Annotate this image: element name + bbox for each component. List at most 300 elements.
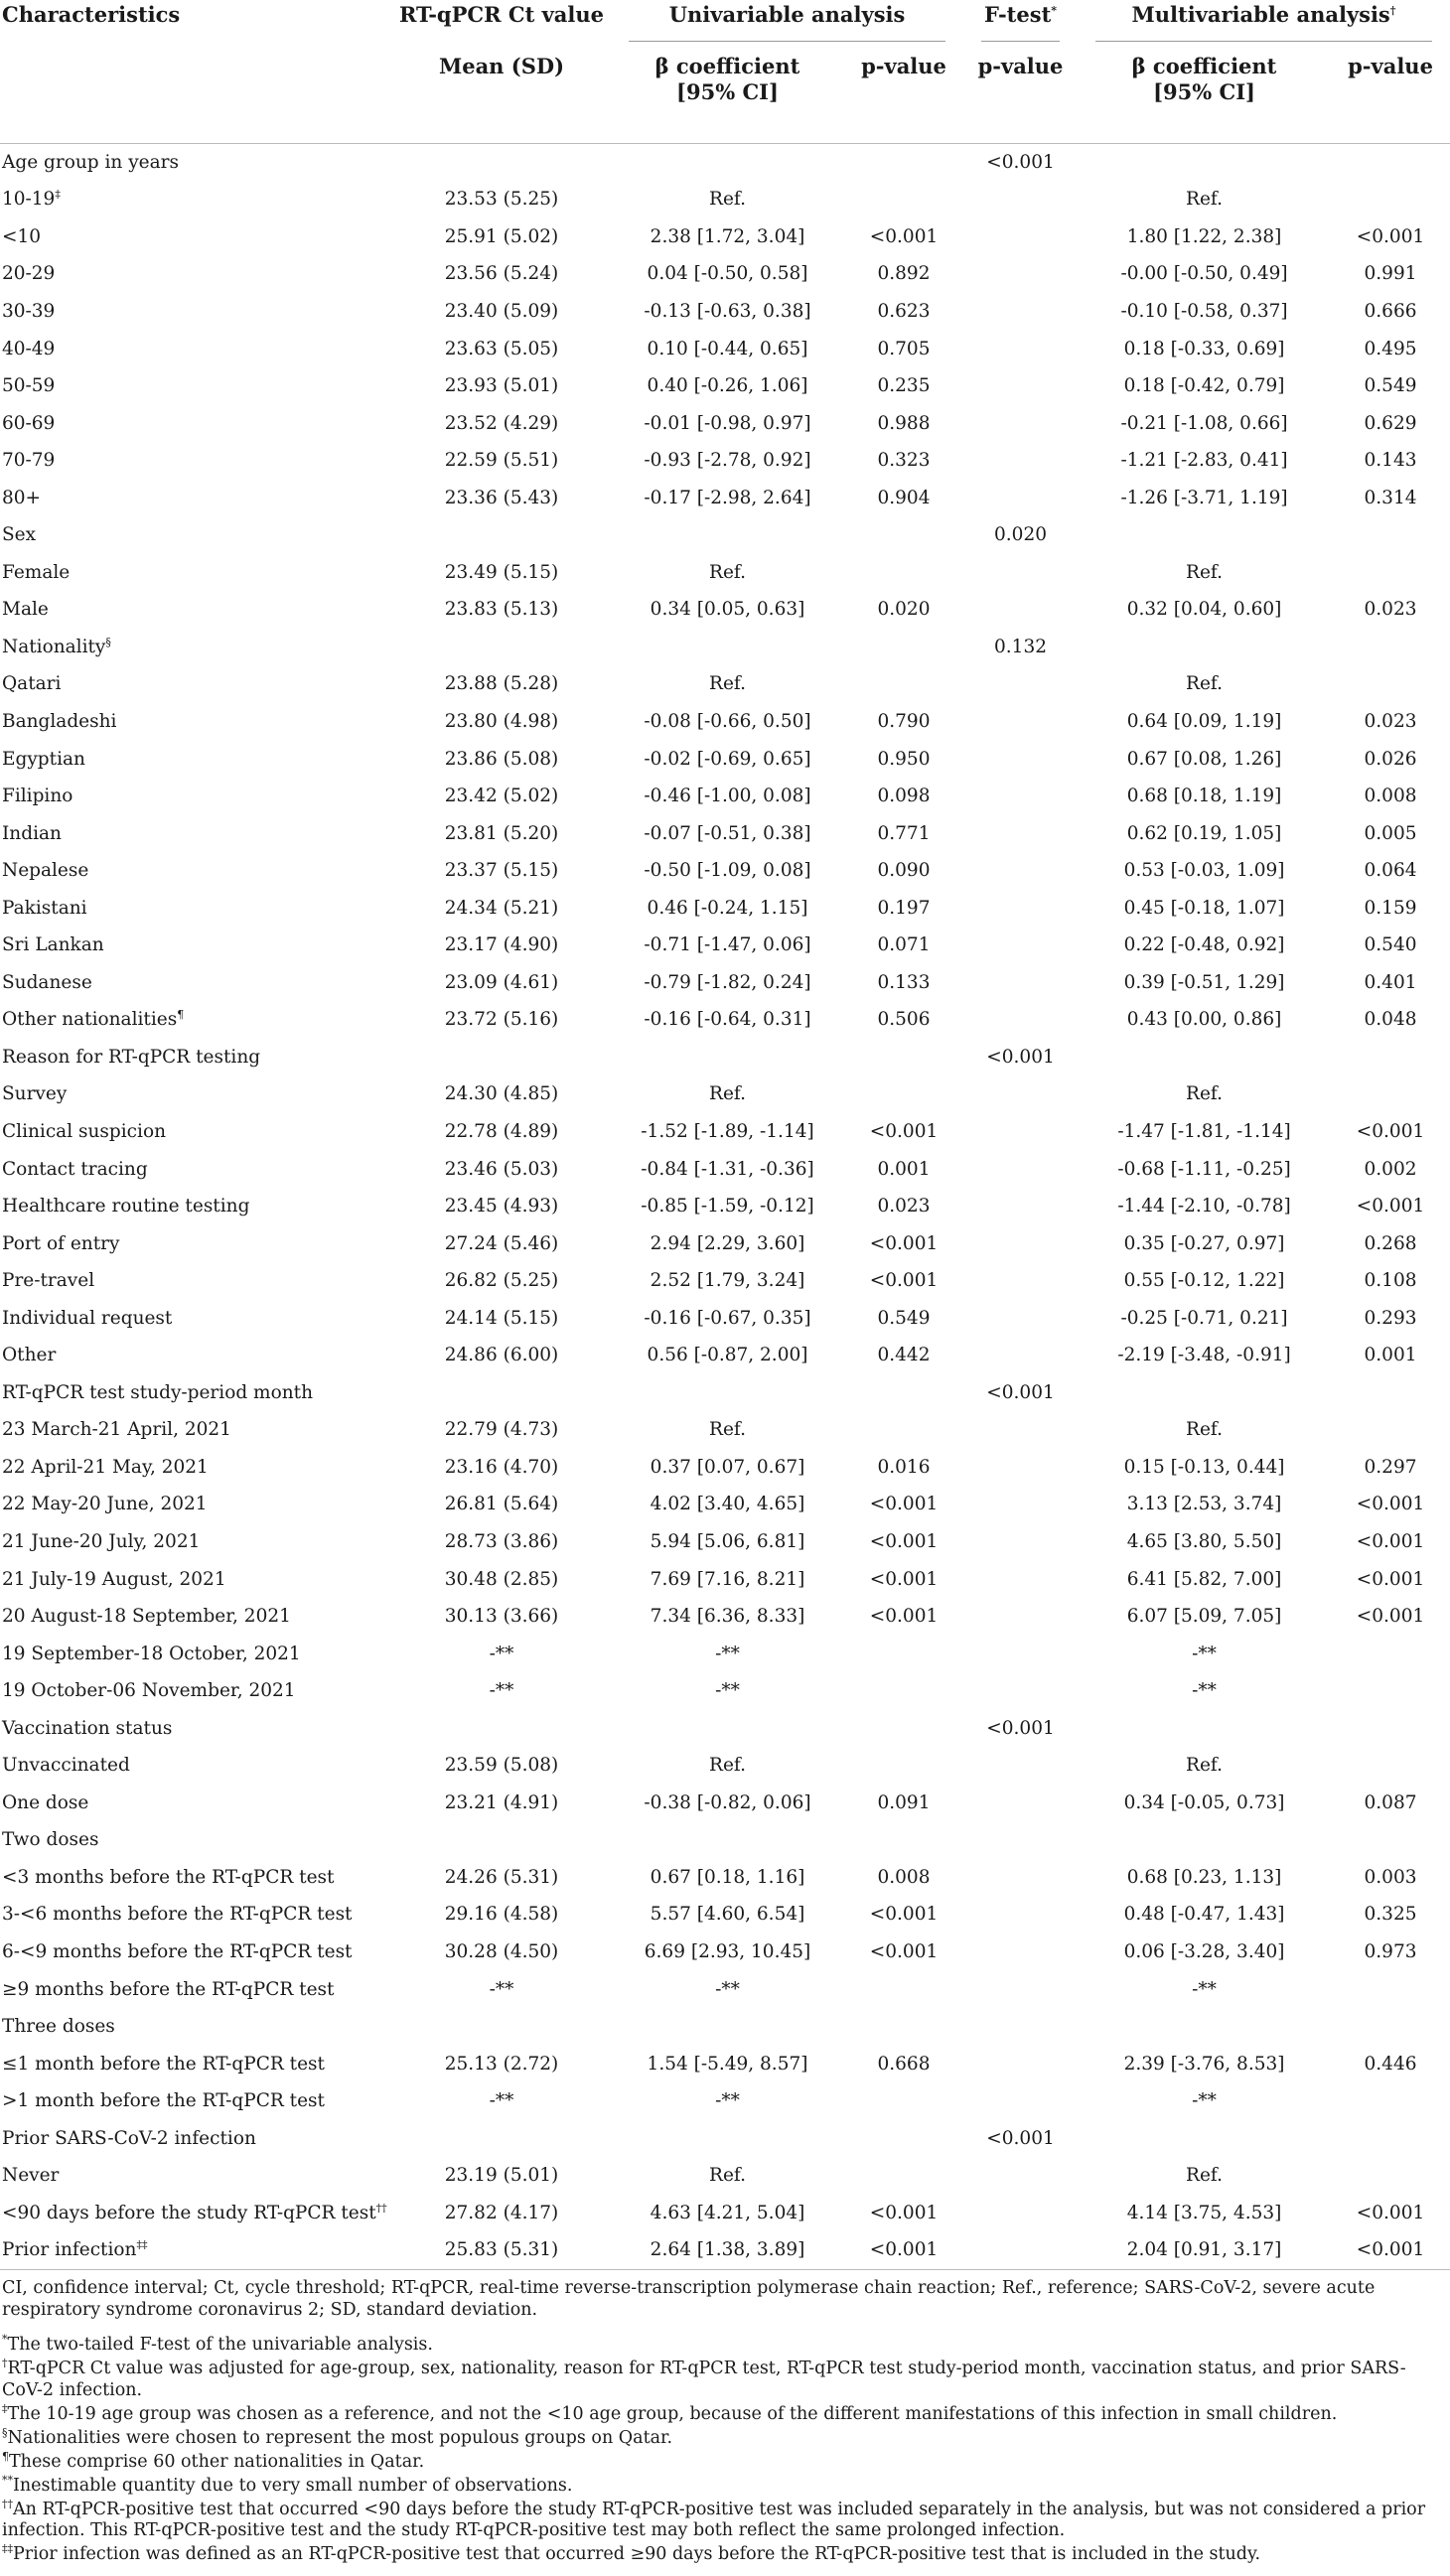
cell-pvalue-multivariable-text: 0.495	[1364, 338, 1417, 359]
cell-beta-multivariable	[1078, 703, 1331, 741]
cell-pvalue-multivariable	[1331, 144, 1450, 182]
table-row	[0, 405, 1450, 443]
row-label	[0, 480, 392, 517]
cell-beta-multivariable	[1078, 1636, 1331, 1673]
cell-pvalue-univariable	[844, 1262, 963, 1300]
cell-mean-sd-text: 23.19 (5.01)	[444, 2165, 559, 2187]
row-label-text: Clinical suspicion	[2, 1120, 167, 1142]
cell-beta-univariable	[611, 367, 844, 405]
cell-pvalue-multivariable	[1331, 554, 1450, 592]
row-label-text: <10	[2, 225, 42, 247]
cell-beta-multivariable-text: 0.55 [-0.12, 1.22]	[1123, 1270, 1285, 1292]
cell-beta-univariable-text: -0.16 [-0.67, 0.35]	[644, 1307, 811, 1329]
row-label	[0, 1225, 392, 1263]
cell-mean-sd	[392, 1672, 611, 1710]
cell-ftest-pvalue	[963, 964, 1078, 1002]
cell-pvalue-multivariable-text: 0.023	[1364, 710, 1417, 732]
table-row	[0, 778, 1450, 815]
cell-mean-sd	[392, 666, 611, 704]
cell-pvalue-univariable-text: <0.001	[869, 1232, 939, 1254]
cell-beta-univariable	[611, 554, 844, 592]
footnote-mark: †	[2, 2357, 8, 2370]
cell-mean-sd-text: 23.45 (4.93)	[444, 1196, 559, 1217]
cell-pvalue-univariable	[844, 182, 963, 219]
cell-beta-multivariable	[1078, 852, 1331, 890]
cell-mean-sd	[392, 1113, 611, 1151]
cell-pvalue-univariable-text: <0.001	[869, 1941, 939, 1963]
row-label-footnote-mark: ††	[375, 2201, 387, 2215]
cell-beta-univariable-text: 0.56 [-0.87, 2.00]	[647, 1345, 808, 1366]
footnote-mark: ¶	[2, 2449, 9, 2463]
cell-pvalue-multivariable-text: <0.001	[1356, 1196, 1425, 1217]
cell-beta-multivariable	[1078, 1897, 1331, 1934]
cell-beta-multivariable	[1078, 815, 1331, 853]
cell-pvalue-univariable-text: <0.001	[869, 1531, 939, 1552]
cell-pvalue-multivariable	[1331, 1262, 1450, 1300]
cell-beta-multivariable	[1078, 629, 1331, 666]
cell-pvalue-univariable	[844, 405, 963, 443]
cell-beta-multivariable	[1078, 927, 1331, 964]
row-label	[0, 1188, 392, 1225]
cell-beta-multivariable-text: -0.21 [-1.08, 0.66]	[1120, 412, 1288, 434]
cell-beta-univariable-text: 0.67 [0.18, 1.16]	[650, 1866, 805, 1888]
cell-pvalue-univariable	[844, 218, 963, 256]
cell-mean-sd	[392, 2158, 611, 2196]
table-row	[0, 480, 1450, 517]
cell-beta-univariable-text: 4.63 [4.21, 5.04]	[650, 2202, 805, 2223]
cell-mean-sd-text: 23.80 (4.98)	[444, 710, 559, 732]
cell-ftest-pvalue	[963, 2082, 1078, 2120]
table-row	[0, 182, 1450, 219]
cell-mean-sd	[392, 2120, 611, 2158]
table-row	[0, 1262, 1450, 1300]
cell-pvalue-multivariable	[1331, 182, 1450, 219]
cell-beta-univariable	[611, 2008, 844, 2046]
cell-pvalue-multivariable-text: 0.446	[1364, 2053, 1417, 2075]
cell-pvalue-multivariable	[1331, 480, 1450, 517]
cell-beta-univariable-text: -**	[715, 1643, 740, 1664]
cell-pvalue-multivariable-text: 0.087	[1364, 1791, 1417, 1813]
cell-ftest-pvalue	[963, 1971, 1078, 2009]
cell-beta-univariable	[611, 516, 844, 554]
cell-beta-univariable	[611, 592, 844, 630]
row-label-text: Port of entry	[2, 1232, 120, 1254]
footnote	[2, 2449, 1442, 2474]
row-label-text: Filipino	[2, 786, 73, 807]
table-row	[0, 2232, 1450, 2270]
cell-pvalue-univariable	[844, 256, 963, 294]
footnote-text: These comprise 60 other nationalities in Qatar.	[9, 2451, 425, 2472]
cell-beta-univariable	[611, 1636, 844, 1673]
cell-ftest-pvalue	[963, 1487, 1078, 1524]
cell-mean-sd-text: 23.21 (4.91)	[444, 1791, 559, 1813]
cell-ftest-pvalue	[963, 741, 1078, 779]
cell-beta-multivariable	[1078, 1449, 1331, 1487]
header-ftest	[963, 0, 1078, 42]
cell-beta-multivariable-text: 4.65 [3.80, 5.50]	[1126, 1531, 1282, 1552]
cell-pvalue-multivariable	[1331, 1449, 1450, 1487]
row-label	[0, 331, 392, 368]
table-row	[0, 1002, 1450, 1040]
row-label-text: Pre-travel	[2, 1270, 95, 1292]
cell-pvalue-multivariable-text: 0.002	[1364, 1158, 1417, 1180]
cell-ftest-pvalue-text: <0.001	[986, 1717, 1055, 1739]
cell-pvalue-univariable	[844, 1300, 963, 1338]
cell-beta-multivariable	[1078, 1822, 1331, 1860]
cell-beta-univariable	[611, 1151, 844, 1189]
cell-mean-sd-text: 27.82 (4.17)	[444, 2202, 559, 2223]
footnote-text: RT-qPCR Ct value was adjusted for age-group, sex, nationality, reason for RT-qPCR test, RT-qPCR test study-period month, vaccination status, and prior SARS-CoV-2 infection.	[2, 2359, 1406, 2400]
cell-ftest-pvalue	[963, 1785, 1078, 1822]
cell-mean-sd-text: 23.46 (5.03)	[444, 1158, 559, 1180]
cell-mean-sd-text: 23.56 (5.24)	[444, 263, 559, 285]
cell-beta-multivariable	[1078, 1561, 1331, 1599]
cell-beta-univariable	[611, 2232, 844, 2270]
header-univariable: Univariable analysis	[611, 0, 963, 42]
row-label-text: Prior infection	[2, 2239, 137, 2261]
row-label	[0, 1933, 392, 1971]
header-pvalue-uni: p-value	[844, 42, 963, 144]
cell-beta-multivariable-text: 0.34 [-0.05, 0.73]	[1123, 1791, 1285, 1813]
cell-beta-multivariable	[1078, 1151, 1331, 1189]
cell-pvalue-multivariable	[1331, 629, 1450, 666]
cell-ftest-pvalue	[963, 1449, 1078, 1487]
cell-pvalue-univariable-text: 0.098	[877, 786, 931, 807]
cell-pvalue-univariable	[844, 1748, 963, 1786]
cell-beta-univariable-text: -0.08 [-0.66, 0.50]	[644, 710, 811, 732]
cell-pvalue-univariable	[844, 1933, 963, 1971]
cell-pvalue-univariable	[844, 1374, 963, 1412]
cell-pvalue-univariable	[844, 1449, 963, 1487]
row-label-text: Egyptian	[2, 748, 85, 770]
cell-beta-univariable	[611, 182, 844, 219]
cell-beta-univariable	[611, 741, 844, 779]
footnote-text: Nationalities were chosen to represent the most populous groups on Qatar.	[7, 2427, 673, 2448]
cell-pvalue-multivariable	[1331, 331, 1450, 368]
cell-beta-univariable	[611, 442, 844, 480]
cell-mean-sd	[392, 629, 611, 666]
cell-mean-sd	[392, 890, 611, 928]
footnote-mark: **	[2, 2473, 13, 2487]
cell-ftest-pvalue	[963, 629, 1078, 666]
row-label-text: Never	[2, 2165, 60, 2187]
table-row	[0, 1412, 1450, 1450]
cell-beta-multivariable-text: Ref.	[1186, 2165, 1223, 2187]
cell-beta-univariable	[611, 1971, 844, 2009]
cell-pvalue-univariable	[844, 1225, 963, 1263]
cell-pvalue-univariable	[844, 1598, 963, 1636]
cell-beta-multivariable-text: -0.25 [-0.71, 0.21]	[1120, 1307, 1288, 1329]
row-label	[0, 516, 392, 554]
cell-pvalue-multivariable	[1331, 218, 1450, 256]
cell-beta-univariable-text: Ref.	[709, 1755, 746, 1777]
cell-pvalue-multivariable	[1331, 1897, 1450, 1934]
header-pvalue-ftest: p-value	[963, 42, 1078, 144]
cell-pvalue-multivariable-text: 0.629	[1364, 412, 1417, 434]
cell-pvalue-multivariable	[1331, 1338, 1450, 1375]
row-label-footnote-mark: §	[105, 635, 111, 648]
table-row	[0, 1449, 1450, 1487]
header-row-columns	[0, 42, 1450, 144]
cell-beta-multivariable-text: 0.48 [-0.47, 1.43]	[1123, 1904, 1285, 1926]
cell-mean-sd	[392, 815, 611, 853]
cell-ftest-pvalue	[963, 1113, 1078, 1151]
cell-mean-sd-text: 25.91 (5.02)	[444, 225, 559, 247]
cell-beta-univariable	[611, 927, 844, 964]
cell-mean-sd-text: -**	[489, 1978, 514, 2000]
cell-mean-sd	[392, 964, 611, 1002]
cell-pvalue-univariable	[844, 2046, 963, 2083]
cell-pvalue-multivariable	[1331, 442, 1450, 480]
cell-pvalue-univariable-text: 0.506	[877, 1009, 931, 1031]
cell-beta-univariable	[611, 1188, 844, 1225]
cell-beta-univariable-text: -**	[715, 1978, 740, 2000]
cell-beta-multivariable-text: 2.04 [0.91, 3.17]	[1126, 2239, 1282, 2261]
cell-ftest-pvalue	[963, 1412, 1078, 1450]
cell-pvalue-univariable	[844, 2008, 963, 2046]
cell-mean-sd-text: 26.82 (5.25)	[444, 1270, 559, 1292]
cell-beta-univariable	[611, 1710, 844, 1748]
cell-beta-univariable-text: Ref.	[709, 189, 746, 211]
cell-ftest-pvalue	[963, 1262, 1078, 1300]
row-label-text: 22 May-20 June, 2021	[2, 1494, 208, 1515]
cell-pvalue-univariable	[844, 2158, 963, 2196]
cell-mean-sd-text: 23.52 (4.29)	[444, 412, 559, 434]
cell-pvalue-multivariable	[1331, 2120, 1450, 2158]
cell-beta-multivariable	[1078, 741, 1331, 779]
cell-ftest-pvalue	[963, 480, 1078, 517]
cell-pvalue-multivariable	[1331, 1710, 1450, 1748]
cell-pvalue-multivariable-text: 0.293	[1364, 1307, 1417, 1329]
cell-mean-sd-text: 24.86 (6.00)	[444, 1345, 559, 1366]
footnote-text: The 10-19 age group was chosen as a reference, and not the <10 age group, because of the different manifestations of this infection in small children.	[7, 2403, 1338, 2424]
cell-beta-multivariable	[1078, 1933, 1331, 1971]
cell-beta-univariable	[611, 1002, 844, 1040]
footnote-mark: ‡‡	[2, 2542, 13, 2556]
row-label	[0, 1785, 392, 1822]
cell-pvalue-multivariable	[1331, 1076, 1450, 1114]
table-row	[0, 1710, 1450, 1748]
cell-mean-sd	[392, 182, 611, 219]
cell-pvalue-multivariable-text: 0.325	[1364, 1904, 1417, 1926]
table-row	[0, 890, 1450, 928]
table-row	[0, 1748, 1450, 1786]
cell-beta-univariable	[611, 1225, 844, 1263]
cell-pvalue-multivariable	[1331, 1412, 1450, 1450]
footnote-text: The two-tailed F-test of the univariable analysis.	[7, 2335, 433, 2356]
cell-pvalue-multivariable	[1331, 367, 1450, 405]
cell-mean-sd-text: 27.24 (5.46)	[444, 1232, 559, 1254]
cell-beta-multivariable-text: -**	[1192, 1680, 1217, 1702]
row-label-text: Reason for RT-qPCR testing	[2, 1046, 261, 1068]
cell-pvalue-univariable	[844, 367, 963, 405]
cell-mean-sd-text: 28.73 (3.86)	[444, 1531, 559, 1552]
cell-beta-multivariable	[1078, 1710, 1331, 1748]
cell-beta-multivariable-text: Ref.	[1186, 1083, 1223, 1105]
cell-beta-univariable	[611, 1897, 844, 1934]
cell-pvalue-univariable	[844, 741, 963, 779]
table-row	[0, 367, 1450, 405]
cell-pvalue-multivariable	[1331, 1374, 1450, 1412]
cell-mean-sd	[392, 293, 611, 331]
cell-pvalue-univariable	[844, 1971, 963, 2009]
cell-beta-multivariable-text: 0.06 [-3.28, 3.40]	[1123, 1941, 1285, 1963]
cell-beta-univariable-text: Ref.	[709, 561, 746, 583]
cell-beta-multivariable	[1078, 516, 1331, 554]
cell-pvalue-multivariable	[1331, 1225, 1450, 1263]
cell-beta-multivariable	[1078, 1859, 1331, 1897]
cell-pvalue-univariable-text: 0.008	[877, 1866, 931, 1888]
cell-beta-multivariable-text: -0.00 [-0.50, 0.49]	[1120, 263, 1288, 285]
cell-beta-multivariable-text: 6.07 [5.09, 7.05]	[1126, 1606, 1282, 1628]
cell-beta-multivariable	[1078, 182, 1331, 219]
row-label	[0, 2120, 392, 2158]
table-row	[0, 1859, 1450, 1897]
table-row	[0, 218, 1450, 256]
cell-beta-multivariable	[1078, 367, 1331, 405]
table-row	[0, 2046, 1450, 2083]
cell-pvalue-univariable-text: <0.001	[869, 1494, 939, 1515]
cell-beta-univariable	[611, 703, 844, 741]
footnote-mark: ‡	[2, 2401, 8, 2415]
row-label-text: <3 months before the RT-qPCR test	[2, 1866, 335, 1888]
cell-pvalue-multivariable-text: 0.026	[1364, 748, 1417, 770]
row-label	[0, 1523, 392, 1561]
table-row	[0, 1523, 1450, 1561]
row-label	[0, 1113, 392, 1151]
cell-beta-univariable-text: -0.13 [-0.63, 0.38]	[644, 300, 811, 322]
cell-beta-univariable-text: 0.46 [-0.24, 1.15]	[647, 897, 808, 919]
cell-beta-multivariable-text: 1.80 [1.22, 2.38]	[1126, 225, 1282, 247]
cell-pvalue-univariable-text: <0.001	[869, 225, 939, 247]
row-label	[0, 964, 392, 1002]
cell-ftest-pvalue	[963, 554, 1078, 592]
row-label-text: 70-79	[2, 450, 56, 472]
cell-pvalue-univariable	[844, 1710, 963, 1748]
cell-ftest-pvalue	[963, 2232, 1078, 2270]
row-label-text: Indian	[2, 822, 62, 844]
cell-ftest-pvalue	[963, 1338, 1078, 1375]
table-row	[0, 144, 1450, 182]
cell-mean-sd	[392, 367, 611, 405]
cell-ftest-pvalue	[963, 1748, 1078, 1786]
cell-beta-multivariable	[1078, 1487, 1331, 1524]
cell-beta-univariable	[611, 1374, 844, 1412]
cell-beta-multivariable-text: 0.68 [0.23, 1.13]	[1126, 1866, 1282, 1888]
cell-pvalue-multivariable-text: 0.666	[1364, 300, 1417, 322]
cell-pvalue-multivariable-text: 0.003	[1364, 1866, 1417, 1888]
cell-beta-univariable-text: 1.54 [-5.49, 8.57]	[647, 2053, 808, 2075]
cell-beta-multivariable-text: Ref.	[1186, 561, 1223, 583]
table-row	[0, 1188, 1450, 1225]
cell-beta-multivariable	[1078, 405, 1331, 443]
cell-pvalue-multivariable	[1331, 1971, 1450, 2009]
cell-beta-multivariable	[1078, 2195, 1331, 2232]
cell-beta-univariable	[611, 1338, 844, 1375]
header-row-groups	[0, 0, 1450, 42]
cell-pvalue-univariable	[844, 815, 963, 853]
cell-pvalue-univariable	[844, 1113, 963, 1151]
row-label	[0, 629, 392, 666]
row-label	[0, 1002, 392, 1040]
cell-beta-multivariable-text: 0.18 [-0.42, 0.79]	[1123, 375, 1285, 397]
cell-beta-multivariable-text: Ref.	[1186, 1755, 1223, 1777]
cell-mean-sd	[392, 1933, 611, 1971]
cell-pvalue-univariable	[844, 480, 963, 517]
cell-pvalue-multivariable-text: <0.001	[1356, 1568, 1425, 1590]
cell-beta-multivariable	[1078, 2232, 1331, 2270]
cell-mean-sd-text: 23.93 (5.01)	[444, 375, 559, 397]
cell-pvalue-univariable	[844, 1002, 963, 1040]
cell-mean-sd	[392, 2046, 611, 2083]
cell-ftest-pvalue	[963, 703, 1078, 741]
cell-beta-univariable	[611, 2120, 844, 2158]
row-label	[0, 367, 392, 405]
cell-pvalue-univariable-text: 0.790	[877, 710, 931, 732]
cell-mean-sd	[392, 331, 611, 368]
cell-beta-multivariable-text: -2.19 [-3.48, -0.91]	[1117, 1345, 1291, 1366]
cell-mean-sd-text: 25.13 (2.72)	[444, 2053, 559, 2075]
cell-beta-univariable	[611, 629, 844, 666]
header-beta-uni	[611, 42, 844, 144]
cell-ftest-pvalue	[963, 218, 1078, 256]
cell-pvalue-univariable-text: 0.323	[877, 450, 931, 472]
row-label-text: Female	[2, 561, 71, 583]
cell-ftest-pvalue	[963, 815, 1078, 853]
header-multivariable	[1078, 0, 1450, 42]
row-label	[0, 1561, 392, 1599]
table-row	[0, 1338, 1450, 1375]
cell-beta-univariable-text: 0.10 [-0.44, 0.65]	[647, 338, 808, 359]
row-label-text: Healthcare routine testing	[2, 1196, 250, 1217]
cell-beta-multivariable	[1078, 331, 1331, 368]
cell-mean-sd	[392, 1262, 611, 1300]
row-label-text: RT-qPCR test study-period month	[2, 1381, 314, 1403]
row-label	[0, 778, 392, 815]
cell-pvalue-univariable	[844, 516, 963, 554]
cell-beta-univariable-text: -0.71 [-1.47, 0.06]	[644, 934, 811, 956]
cell-beta-univariable	[611, 1933, 844, 1971]
cell-beta-univariable	[611, 218, 844, 256]
cell-pvalue-multivariable	[1331, 1598, 1450, 1636]
row-label-text: Other nationalities	[2, 1009, 178, 1031]
cell-ftest-pvalue	[963, 1561, 1078, 1599]
cell-pvalue-multivariable	[1331, 815, 1450, 853]
table-row	[0, 703, 1450, 741]
cell-mean-sd	[392, 480, 611, 517]
cell-pvalue-univariable	[844, 1561, 963, 1599]
cell-mean-sd-text: 23.83 (5.13)	[444, 599, 559, 621]
footnote	[2, 2473, 1442, 2498]
row-label-text: Vaccination status	[2, 1717, 173, 1739]
cell-beta-univariable	[611, 852, 844, 890]
cell-pvalue-univariable-text: 0.442	[877, 1345, 931, 1366]
cell-beta-multivariable	[1078, 778, 1331, 815]
row-label	[0, 890, 392, 928]
cell-ftest-pvalue	[963, 852, 1078, 890]
cell-ftest-pvalue	[963, 256, 1078, 294]
cell-pvalue-univariable	[844, 1487, 963, 1524]
cell-beta-multivariable	[1078, 1113, 1331, 1151]
cell-ftest-pvalue	[963, 666, 1078, 704]
cell-ftest-pvalue	[963, 405, 1078, 443]
cell-beta-multivariable-text: 0.68 [0.18, 1.19]	[1126, 786, 1282, 807]
header-multivariable-mark: †	[1389, 4, 1396, 17]
cell-pvalue-univariable-text: <0.001	[869, 1568, 939, 1590]
cell-beta-multivariable	[1078, 1598, 1331, 1636]
row-label-text: 40-49	[2, 338, 56, 359]
footnote-abbreviations: CI, confidence interval; Ct, cycle threshold; RT-qPCR, real-time reverse-transcription polymerase chain reaction; Ref., reference; SARS-CoV-2, severe acute respiratory syndrome coronavirus 2; SD, standard deviation.	[2, 2278, 1376, 2320]
